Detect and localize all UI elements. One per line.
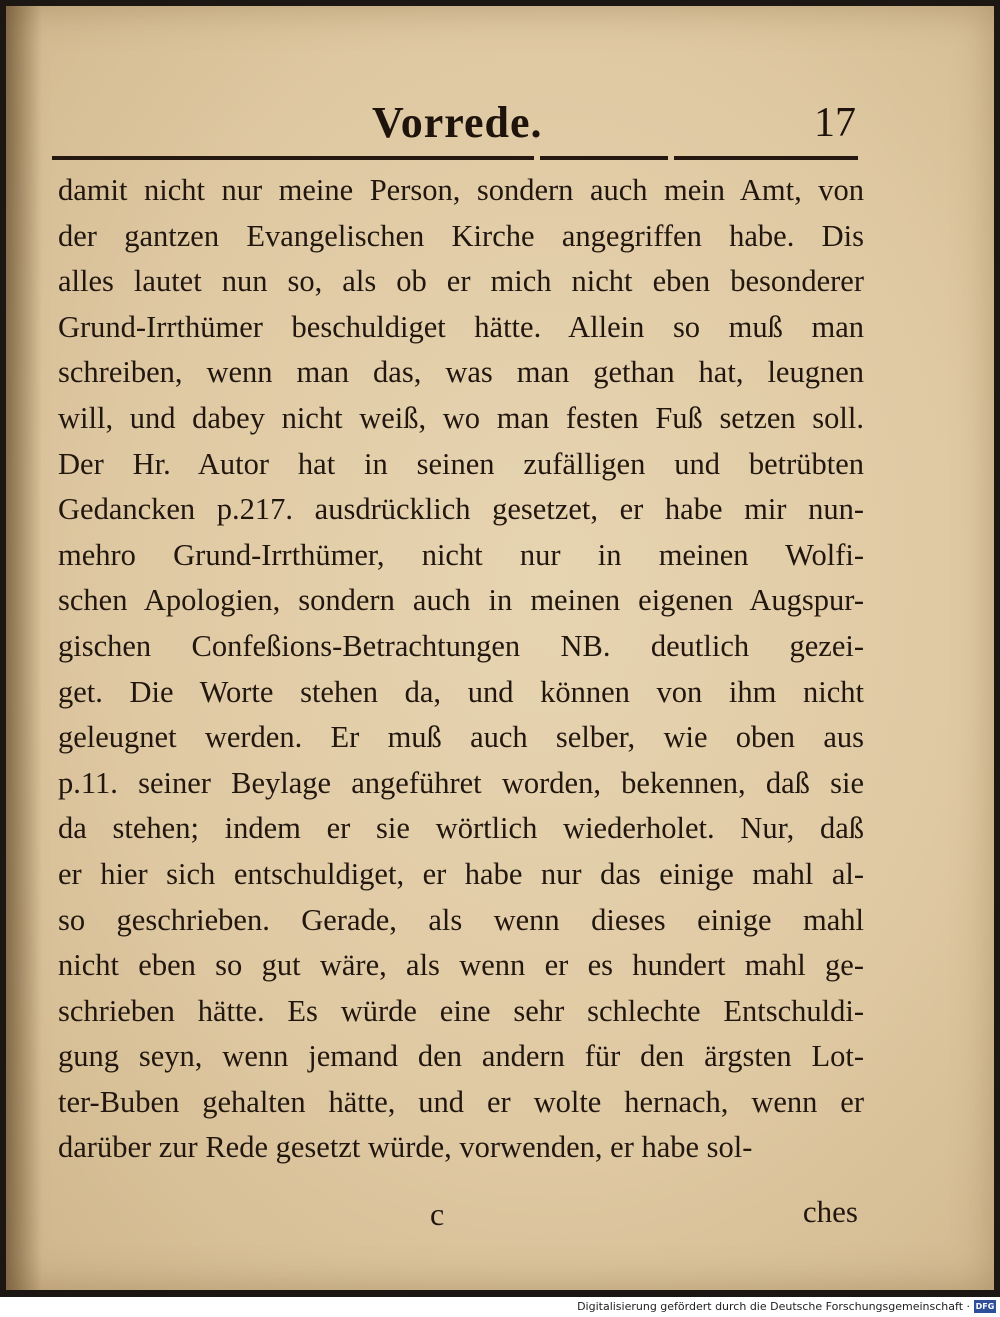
signature-mark: c [430,1196,445,1232]
page-number: 17 [814,100,856,146]
text-line: da stehen; indem er sie wörtlich wiederholet. Nur, daß [58,811,864,846]
text-line: schrieben hätte. Es würde eine sehr schlechte Entschuldi- [58,993,864,1028]
text-line: er hier sich entschuldiget, er habe nur das einige mahl al- [58,856,864,891]
text-line: p.11. seiner Beylage angeführet worden, bekennen, daß sie [58,765,864,800]
header-rule [540,156,668,160]
text-line: der gantzen Evangelischen Kirche angegriffen habe. Dis [58,218,864,253]
dfg-logo-icon: DFG [975,1302,995,1311]
text-line: will, und dabey nicht weiß, wo man festen Fuß setzen soll. [58,400,864,435]
header-rule [52,156,534,160]
text-line: schen Apologien, sondern auch in meinen eigenen Augspur- [58,583,864,618]
text-line: gung seyn, wenn jemand den andern für den ärgsten Lot- [58,1039,864,1074]
credit-bar [0,1297,1000,1317]
page-header [52,98,858,160]
body-text [58,168,864,1171]
funding-credit: Digitalisierung gefördert durch die Deutsche Forschungsgemeinschaft · [577,1300,970,1313]
text-line: Gedancken p.217. ausdrücklich gesetzet, er habe mir nun- [58,492,864,527]
text-line: geleugnet werden. Er muß auch selber, wie oben aus [58,720,864,755]
text-line: gischen Confeßions-Betrachtungen NB. deutlich gezei- [58,628,864,663]
text-line: Grund-Irrthümer beschuldiget hätte. Allein so muß man [58,309,864,344]
book-page [6,6,994,1290]
text-line: alles lautet nun so, als ob er mich nicht eben besonderer [58,264,864,299]
text-line: nicht eben so gut wäre, als wenn er es hundert mahl ge- [58,948,864,983]
header-rule [674,156,858,160]
text-line: darüber zur Rede gesetzt würde, vorwenden, er habe sol- [58,1130,753,1165]
text-line: mehro Grund-Irrthümer, nicht nur in meinen Wolfi- [58,537,864,572]
text-line: so geschrieben. Gerade, als wenn dieses einige mahl [58,902,864,937]
text-line: damit nicht nur meine Person, sondern auch mein Amt, von [58,173,864,207]
text-line: schreiben, wenn man das, was man gethan hat, leugnen [58,355,864,390]
running-head: Vorrede. [372,98,543,147]
text-line: ter-Buben gehalten hätte, und er wolte hernach, wenn er [58,1084,864,1119]
text-line: Der Hr. Autor hat in seinen zufälligen und betrübten [58,446,864,481]
text-line: get. Die Worte stehen da, und können von ihm nicht [58,674,864,709]
catchword: ches [802,1194,858,1229]
